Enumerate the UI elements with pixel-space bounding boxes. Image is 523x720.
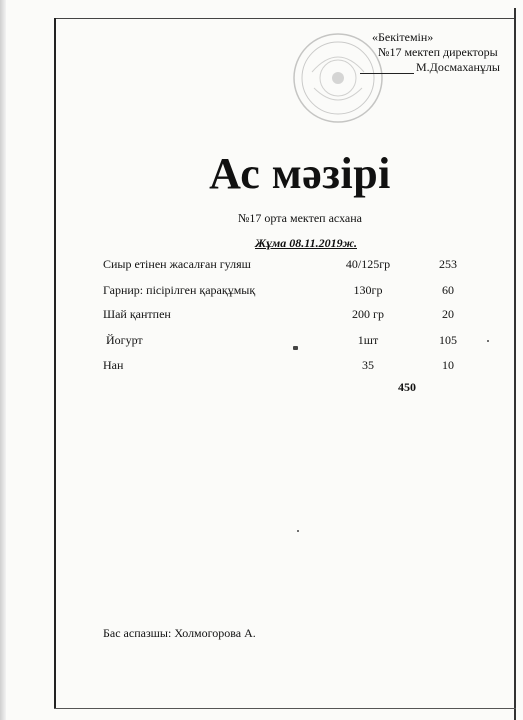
dish-portion: 35 xyxy=(362,358,374,372)
dish-calories: 253 xyxy=(439,257,457,271)
menu-row xyxy=(0,357,523,373)
menu-date: Жұма 08.11.2019ж. xyxy=(255,236,357,250)
dish-name: Сиыр етінен жасалған гуляш xyxy=(103,257,251,271)
dish-portion: 130гр xyxy=(353,283,383,297)
dish-name: Гарнир: пісірілген қарақұмық xyxy=(103,283,256,297)
dish-calories: 105 xyxy=(439,333,457,347)
dish-name: Йогурт xyxy=(103,333,143,347)
menu-row xyxy=(0,256,523,272)
dish-name: Шай қантпен xyxy=(103,307,171,321)
approval-line-name: М.Досмаханұлы xyxy=(416,60,500,74)
approval-line-approved: «Бекітемін» xyxy=(372,30,434,44)
dish-portion: 40/125гр xyxy=(345,257,391,271)
dish-calories: 10 xyxy=(442,358,454,372)
dish-calories: 20 xyxy=(442,307,454,321)
menu-row xyxy=(0,306,523,322)
dish-portion: 200 гр xyxy=(352,307,384,321)
menu-row xyxy=(0,282,523,298)
page-subtitle: №17 орта мектеп асхана xyxy=(237,211,362,225)
head-chef-signature: Бас аспазшы: Холмогорова А. xyxy=(103,626,256,640)
approval-line-position: №17 мектеп директоры xyxy=(378,45,498,59)
menu-row xyxy=(0,332,523,348)
dish-portion: 1шт xyxy=(357,333,379,347)
page-title: Ас мәзірі xyxy=(209,149,391,198)
dish-name: Нан xyxy=(103,358,124,372)
total-calories: 450 xyxy=(398,380,416,394)
dish-calories: 60 xyxy=(442,283,454,297)
